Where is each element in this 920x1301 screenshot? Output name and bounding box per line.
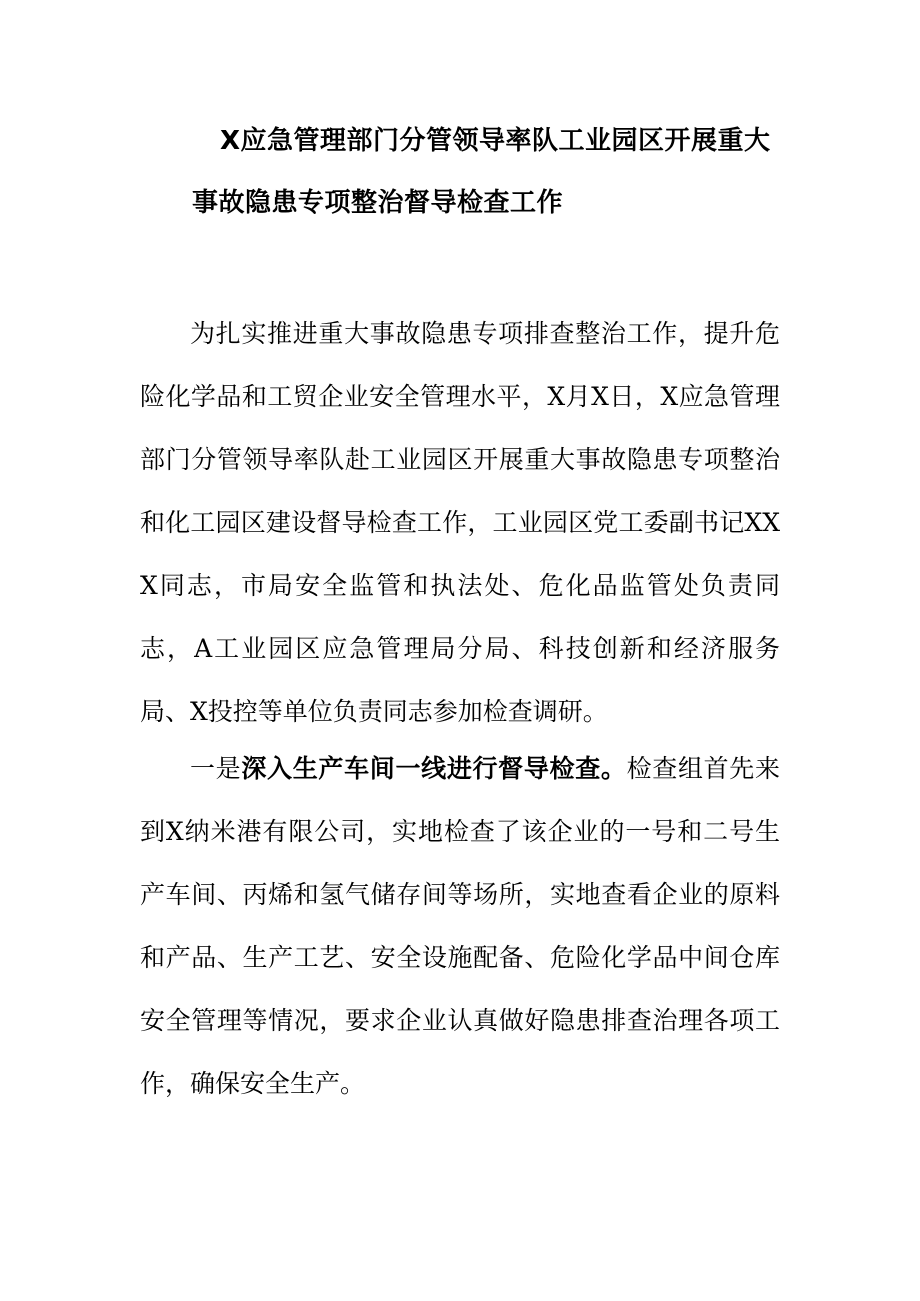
- paragraph-body: 检查组首先来到X纳米港有限公司，实地检查了该企业的一号和二号生产车间、丙烯和氢气储存间等场所，实地查看企业的原料和产品、生产工艺、安全设施配备、危险化学品中间仓库安全管理等情况，要求企业认真做好隐患排查治理各项工作，确保安全生产。: [140, 754, 780, 1098]
- paragraph-intro: 为扎实推进重大事故隐患专项排查整治工作，提升危险化学品和工贸企业安全管理水平，X月X日，X应急管理部门分管领导率队赴工业园区开展重大事故隐患专项整治和化工园区建设督导检查工作，工业园区党工委副书记XXX同志，市局安全监管和执法处、危化品监管处负责同志，A工业园区应急管理局分局、科技创新和经济服务局、X投控等单位负责同志参加检查调研。: [140, 319, 780, 726]
- document-title-line-2: 事故隐患专项整治督导检查工作: [192, 188, 564, 218]
- paragraph-prefix: 一是: [190, 754, 242, 783]
- document-title-line-1: X应急管理部门分管领导率队工业园区开展重大: [220, 126, 771, 156]
- paragraph-bold-heading: 深入生产车间一线进行督导检查。: [241, 754, 627, 783]
- paragraph-inspection: [140, 737, 780, 1115]
